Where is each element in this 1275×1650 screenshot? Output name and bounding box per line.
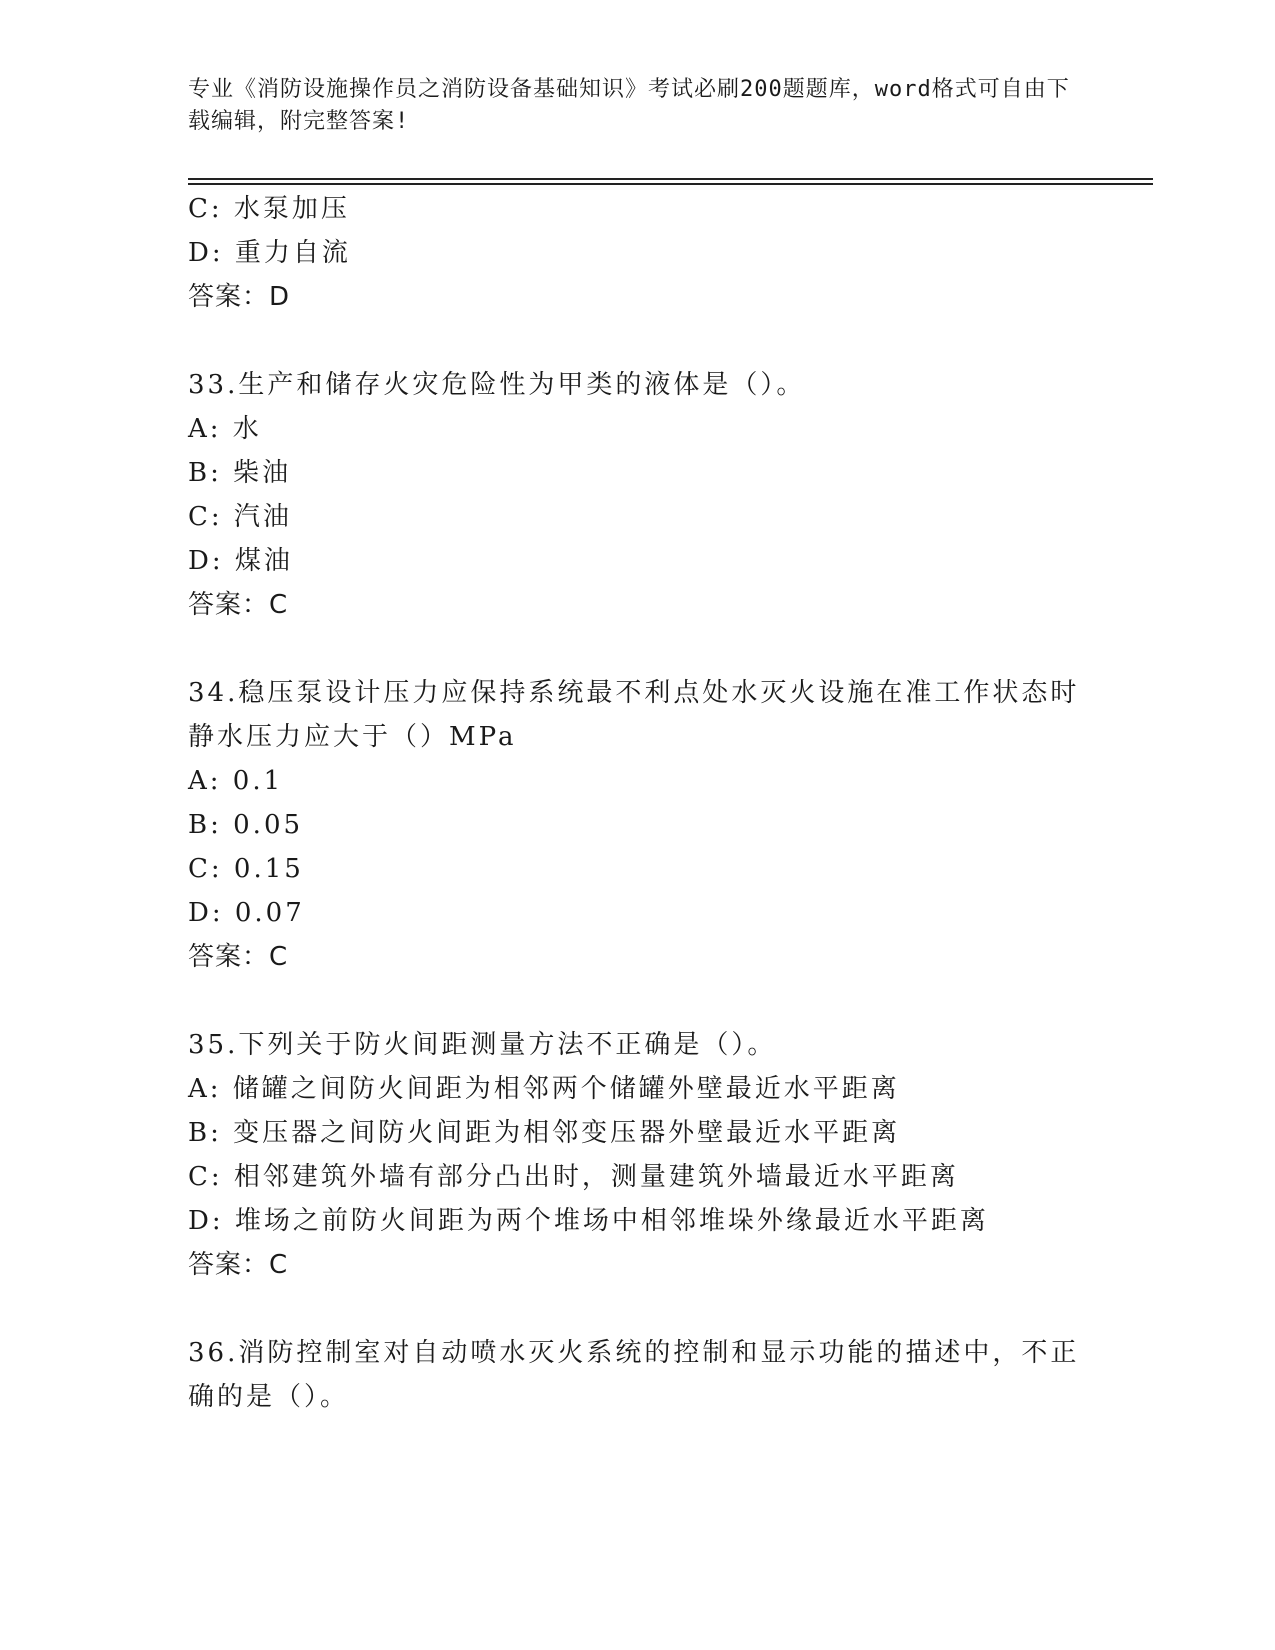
question-stem: 34.稳压泵设计压力应保持系统最不利点处水灭火设施在准工作状态时: [188, 678, 1080, 708]
option-line: B: 0.05: [188, 810, 304, 840]
option-line: A: 储罐之间防火间距为相邻两个储罐外壁最近水平距离: [188, 1074, 900, 1104]
option-line: D: 重力自流: [188, 238, 351, 268]
option-line: D: 堆场之前防火间距为两个堆场中相邻堆垛外缘最近水平距离: [188, 1206, 989, 1236]
option-line: C: 相邻建筑外墙有部分凸出时，测量建筑外墙最近水平距离: [188, 1162, 959, 1192]
question-stem: 33.生产和储存火灾危险性为甲类的液体是（）。: [188, 370, 806, 400]
option-line: D: 0.07: [188, 898, 305, 928]
option-line: C: 汽油: [188, 502, 292, 532]
option-line: C: 水泵加压: [188, 194, 350, 224]
question-stem: 确的是（）。: [188, 1382, 350, 1412]
option-line: B: 变压器之间防火间距为相邻变压器外壁最近水平距离: [188, 1118, 901, 1148]
answer-line: 答案：C: [188, 942, 289, 972]
option-line: A: 水: [188, 414, 262, 444]
document-header: 专业《消防设施操作员之消防设备基础知识》考试必刷200题题库，word格式可自由下载编辑，附完整答案!: [188, 77, 1070, 134]
answer-line: 答案：D: [188, 282, 291, 312]
question-stem: 36.消防控制室对自动喷水灭火系统的控制和显示功能的描述中，不正: [188, 1338, 1080, 1368]
option-line: D: 煤油: [188, 546, 293, 576]
option-line: B: 柴油: [188, 458, 292, 488]
question-stem: 静水压力应大于（）MPa: [188, 722, 517, 752]
answer-line: 答案：C: [188, 590, 289, 620]
option-line: A: 0.1: [188, 766, 284, 796]
question-stem: 35.下列关于防火间距测量方法不正确是（）。: [188, 1030, 777, 1060]
option-line: C: 0.15: [188, 854, 304, 884]
answer-line: 答案：C: [188, 1250, 289, 1280]
